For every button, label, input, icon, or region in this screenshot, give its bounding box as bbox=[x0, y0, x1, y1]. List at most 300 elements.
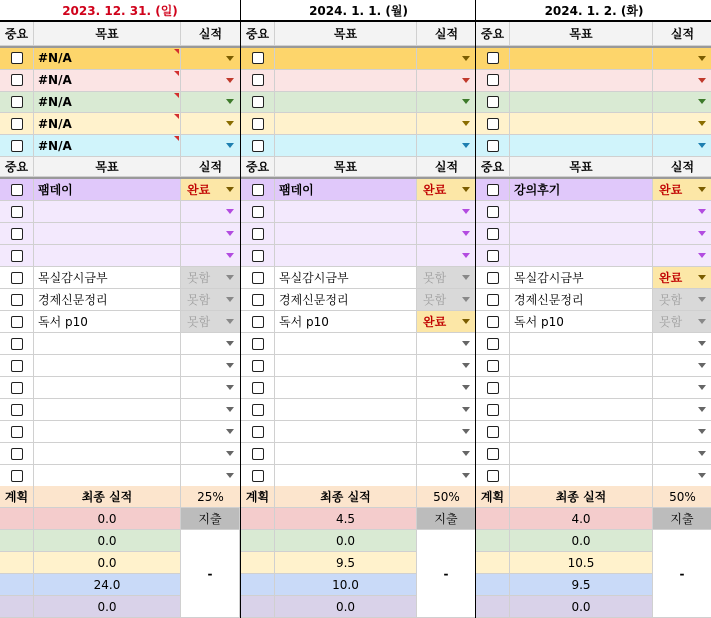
summary-value: 10.5 bbox=[510, 552, 653, 574]
result-dropdown[interactable] bbox=[653, 421, 711, 443]
checkbox[interactable] bbox=[252, 74, 264, 86]
goal-cell[interactable] bbox=[275, 311, 417, 333]
goal-cell[interactable] bbox=[510, 113, 653, 135]
goal-cell[interactable] bbox=[34, 377, 181, 399]
importance-cell bbox=[241, 201, 275, 223]
expense-label: 지출 bbox=[417, 508, 476, 530]
goal-cell[interactable] bbox=[275, 465, 417, 487]
chevron-down-icon bbox=[462, 341, 470, 346]
goal-cell[interactable] bbox=[275, 267, 417, 289]
day-column bbox=[475, 0, 711, 618]
header-result: 실적 bbox=[181, 22, 240, 46]
result-dropdown[interactable] bbox=[417, 179, 476, 201]
result-dropdown[interactable] bbox=[417, 70, 476, 92]
importance-cell bbox=[241, 223, 275, 245]
summary-header-row bbox=[0, 486, 240, 508]
result-dropdown[interactable] bbox=[653, 443, 711, 465]
result-dropdown[interactable] bbox=[653, 223, 711, 245]
chevron-down-icon bbox=[226, 407, 234, 412]
result-dropdown[interactable] bbox=[653, 179, 711, 201]
goal-cell[interactable] bbox=[275, 377, 417, 399]
chevron-down-icon bbox=[226, 385, 234, 390]
header-goal: 목표 bbox=[275, 22, 417, 46]
result-dropdown[interactable] bbox=[653, 113, 711, 135]
priority-row bbox=[476, 92, 711, 114]
result-dropdown[interactable] bbox=[181, 113, 240, 135]
result-text: 못함 bbox=[187, 315, 211, 329]
chevron-down-icon bbox=[226, 451, 234, 456]
goal-cell[interactable] bbox=[34, 267, 181, 289]
result-dropdown[interactable] bbox=[181, 333, 240, 355]
task-row bbox=[0, 443, 240, 465]
chevron-down-icon bbox=[226, 99, 234, 104]
checkbox[interactable] bbox=[487, 426, 499, 438]
checkbox[interactable] bbox=[11, 404, 23, 416]
goal-cell[interactable] bbox=[275, 48, 417, 70]
summary-value-row bbox=[241, 530, 417, 552]
result-dropdown[interactable] bbox=[653, 355, 711, 377]
result-text: 완료 bbox=[659, 183, 683, 197]
result-dropdown[interactable] bbox=[181, 179, 240, 201]
result-dropdown[interactable] bbox=[653, 289, 711, 311]
checkbox[interactable] bbox=[487, 470, 499, 482]
goal-cell[interactable] bbox=[34, 311, 181, 333]
goal-cell[interactable] bbox=[34, 355, 181, 377]
importance-cell bbox=[476, 223, 510, 245]
checkbox[interactable] bbox=[487, 272, 499, 284]
goal-cell[interactable] bbox=[34, 465, 181, 487]
result-dropdown[interactable] bbox=[181, 201, 240, 223]
checkbox[interactable] bbox=[252, 404, 264, 416]
task-row bbox=[476, 311, 711, 333]
task-row bbox=[0, 399, 240, 421]
importance-cell bbox=[0, 289, 34, 311]
goal-text: 독서 p10 bbox=[38, 315, 88, 329]
result-dropdown[interactable] bbox=[417, 289, 476, 311]
goal-cell[interactable] bbox=[510, 399, 653, 421]
goal-cell[interactable] bbox=[510, 92, 653, 114]
goal-text: 목실감시금부 bbox=[514, 271, 584, 285]
header-importance: 중요 bbox=[476, 22, 510, 46]
result-dropdown[interactable] bbox=[417, 333, 476, 355]
goal-cell[interactable] bbox=[510, 421, 653, 443]
goal-cell[interactable] bbox=[275, 333, 417, 355]
result-dropdown[interactable] bbox=[181, 70, 240, 92]
goal-cell[interactable] bbox=[34, 113, 181, 135]
task-row bbox=[476, 399, 711, 421]
chevron-down-icon bbox=[698, 209, 706, 214]
result-text: 못함 bbox=[423, 271, 447, 285]
task-row bbox=[241, 443, 476, 465]
checkbox[interactable] bbox=[252, 316, 264, 328]
task-row bbox=[241, 179, 476, 201]
goal-cell[interactable] bbox=[275, 70, 417, 92]
goal-cell[interactable] bbox=[275, 113, 417, 135]
goal-cell[interactable] bbox=[34, 421, 181, 443]
goal-text: 팸데이 bbox=[38, 183, 73, 197]
goal-cell[interactable] bbox=[275, 201, 417, 223]
result-dropdown[interactable] bbox=[181, 399, 240, 421]
result-dropdown[interactable] bbox=[417, 135, 476, 157]
chevron-down-icon bbox=[462, 99, 470, 104]
checkbox[interactable] bbox=[487, 184, 499, 196]
result-dropdown[interactable] bbox=[181, 465, 240, 487]
checkbox[interactable] bbox=[487, 448, 499, 460]
importance-cell bbox=[476, 201, 510, 223]
summary-value-row bbox=[476, 508, 653, 530]
result-dropdown[interactable] bbox=[181, 48, 240, 70]
result-dropdown[interactable] bbox=[417, 267, 476, 289]
checkbox[interactable] bbox=[487, 338, 499, 350]
importance-cell bbox=[0, 92, 34, 114]
importance-cell bbox=[241, 92, 275, 114]
goal-cell[interactable] bbox=[510, 333, 653, 355]
task-row bbox=[241, 421, 476, 443]
task-row bbox=[0, 465, 240, 487]
checkbox[interactable] bbox=[252, 382, 264, 394]
goal-cell[interactable] bbox=[510, 443, 653, 465]
goal-cell[interactable] bbox=[34, 399, 181, 421]
result-dropdown[interactable] bbox=[181, 443, 240, 465]
day-column bbox=[0, 0, 240, 618]
summary-value: 9.5 bbox=[510, 574, 653, 596]
result-text: 완료 bbox=[423, 315, 447, 329]
goal-cell[interactable] bbox=[510, 245, 653, 267]
result-dropdown[interactable] bbox=[653, 70, 711, 92]
chevron-down-icon bbox=[698, 429, 706, 434]
goal-cell[interactable] bbox=[275, 179, 417, 201]
result-dropdown[interactable] bbox=[417, 245, 476, 267]
result-dropdown[interactable] bbox=[181, 355, 240, 377]
result-dropdown[interactable] bbox=[417, 465, 476, 487]
task-row bbox=[476, 377, 711, 399]
goal-cell[interactable] bbox=[510, 223, 653, 245]
importance-cell bbox=[476, 179, 510, 201]
result-text: 완료 bbox=[423, 183, 447, 197]
importance-cell bbox=[0, 311, 34, 333]
priority-row bbox=[476, 135, 711, 157]
result-dropdown[interactable] bbox=[181, 245, 240, 267]
chevron-down-icon bbox=[462, 231, 470, 236]
goal-cell[interactable] bbox=[510, 311, 653, 333]
result-dropdown[interactable] bbox=[181, 92, 240, 114]
importance-cell bbox=[241, 245, 275, 267]
chevron-down-icon bbox=[226, 231, 234, 236]
result-dropdown[interactable] bbox=[653, 333, 711, 355]
result-dropdown[interactable] bbox=[417, 48, 476, 70]
checkbox[interactable] bbox=[11, 250, 23, 262]
checkbox[interactable] bbox=[487, 360, 499, 372]
result-dropdown[interactable] bbox=[653, 267, 711, 289]
result-dropdown[interactable] bbox=[181, 267, 240, 289]
summary-spacer bbox=[241, 508, 275, 530]
importance-cell bbox=[0, 113, 34, 135]
result-dropdown[interactable] bbox=[417, 113, 476, 135]
summary-value: 4.0 bbox=[510, 508, 653, 530]
checkbox[interactable] bbox=[252, 52, 264, 64]
checkbox[interactable] bbox=[487, 96, 499, 108]
checkbox[interactable] bbox=[11, 426, 23, 438]
checkbox[interactable] bbox=[252, 470, 264, 482]
result-dropdown[interactable] bbox=[181, 135, 240, 157]
result-dropdown[interactable] bbox=[653, 135, 711, 157]
goal-text: 목실감시금부 bbox=[279, 271, 349, 285]
goal-cell[interactable] bbox=[34, 201, 181, 223]
result-dropdown[interactable] bbox=[653, 465, 711, 487]
checkbox[interactable] bbox=[487, 404, 499, 416]
achievement-percent: 25% bbox=[181, 486, 240, 508]
header-goal: 목표 bbox=[510, 22, 653, 46]
goal-cell[interactable] bbox=[510, 70, 653, 92]
goal-cell[interactable] bbox=[34, 443, 181, 465]
goal-cell[interactable] bbox=[510, 201, 653, 223]
result-dropdown[interactable] bbox=[653, 377, 711, 399]
result-dropdown[interactable] bbox=[417, 377, 476, 399]
chevron-down-icon bbox=[698, 341, 706, 346]
importance-cell bbox=[241, 179, 275, 201]
error-marker-icon bbox=[174, 114, 179, 119]
goal-cell[interactable] bbox=[510, 289, 653, 311]
checkbox[interactable] bbox=[11, 294, 23, 306]
goal-cell[interactable] bbox=[34, 333, 181, 355]
checkbox[interactable] bbox=[252, 250, 264, 262]
result-text: 못함 bbox=[187, 293, 211, 307]
priority-row bbox=[476, 70, 711, 92]
chevron-down-icon bbox=[462, 297, 470, 302]
summary-spacer bbox=[241, 530, 275, 552]
goal-cell[interactable] bbox=[275, 421, 417, 443]
task-header-row bbox=[241, 157, 476, 179]
checkbox[interactable] bbox=[11, 206, 23, 218]
goal-cell[interactable] bbox=[275, 399, 417, 421]
header-importance: 중요 bbox=[0, 22, 34, 46]
importance-cell bbox=[0, 333, 34, 355]
goal-cell[interactable] bbox=[510, 135, 653, 157]
goal-cell[interactable] bbox=[275, 223, 417, 245]
task-row bbox=[0, 355, 240, 377]
priority-row bbox=[0, 70, 240, 92]
task-row bbox=[0, 267, 240, 289]
plan-label: 계획 bbox=[476, 486, 510, 508]
summary-spacer bbox=[0, 552, 34, 574]
importance-cell bbox=[476, 267, 510, 289]
summary-value-row bbox=[241, 508, 417, 530]
checkbox[interactable] bbox=[487, 228, 499, 240]
result-dropdown[interactable] bbox=[653, 201, 711, 223]
goal-cell[interactable] bbox=[510, 377, 653, 399]
task-row bbox=[241, 333, 476, 355]
checkbox[interactable] bbox=[11, 140, 23, 152]
checkbox[interactable] bbox=[487, 316, 499, 328]
checkbox[interactable] bbox=[252, 228, 264, 240]
importance-cell bbox=[476, 333, 510, 355]
task-row bbox=[0, 223, 240, 245]
chevron-down-icon bbox=[462, 209, 470, 214]
goal-cell[interactable] bbox=[510, 355, 653, 377]
checkbox[interactable] bbox=[252, 96, 264, 108]
importance-cell bbox=[476, 48, 510, 70]
goal-text: #N/A bbox=[38, 73, 72, 88]
importance-cell bbox=[241, 113, 275, 135]
expense-value: - bbox=[417, 530, 476, 618]
summary-spacer bbox=[241, 596, 275, 618]
summary-value-row bbox=[0, 574, 181, 596]
task-row bbox=[476, 267, 711, 289]
chevron-down-icon bbox=[462, 187, 470, 192]
checkbox[interactable] bbox=[487, 294, 499, 306]
importance-cell bbox=[241, 135, 275, 157]
importance-cell bbox=[0, 377, 34, 399]
checkbox[interactable] bbox=[252, 140, 264, 152]
goal-cell[interactable] bbox=[510, 465, 653, 487]
goal-cell[interactable] bbox=[34, 70, 181, 92]
result-dropdown[interactable] bbox=[417, 223, 476, 245]
goal-cell[interactable] bbox=[510, 179, 653, 201]
goal-cell[interactable] bbox=[275, 289, 417, 311]
task-row bbox=[241, 289, 476, 311]
goal-cell[interactable] bbox=[34, 289, 181, 311]
checkbox[interactable] bbox=[487, 206, 499, 218]
importance-cell bbox=[0, 179, 34, 201]
importance-cell bbox=[0, 465, 34, 487]
goal-cell[interactable] bbox=[510, 48, 653, 70]
goal-cell[interactable] bbox=[34, 92, 181, 114]
task-row bbox=[0, 179, 240, 201]
result-dropdown[interactable] bbox=[181, 421, 240, 443]
result-dropdown[interactable] bbox=[181, 377, 240, 399]
chevron-down-icon bbox=[462, 56, 470, 61]
chevron-down-icon bbox=[698, 407, 706, 412]
header-goal: 목표 bbox=[34, 157, 181, 177]
checkbox[interactable] bbox=[252, 448, 264, 460]
final-result-label: 최종 실적 bbox=[275, 486, 417, 508]
chevron-down-icon bbox=[698, 275, 706, 280]
priority-row bbox=[241, 70, 476, 92]
goal-cell[interactable] bbox=[34, 179, 181, 201]
checkbox[interactable] bbox=[252, 184, 264, 196]
goal-cell[interactable] bbox=[275, 92, 417, 114]
goal-cell[interactable] bbox=[275, 135, 417, 157]
task-row bbox=[476, 245, 711, 267]
result-dropdown[interactable] bbox=[417, 92, 476, 114]
result-dropdown[interactable] bbox=[181, 223, 240, 245]
checkbox[interactable] bbox=[11, 118, 23, 130]
task-row bbox=[0, 201, 240, 223]
checkbox[interactable] bbox=[487, 118, 499, 130]
checkbox[interactable] bbox=[252, 360, 264, 372]
result-dropdown[interactable] bbox=[653, 92, 711, 114]
task-row bbox=[476, 465, 711, 487]
checkbox[interactable] bbox=[252, 118, 264, 130]
checkbox[interactable] bbox=[11, 382, 23, 394]
summary-value-row bbox=[476, 574, 653, 596]
checkbox[interactable] bbox=[11, 74, 23, 86]
importance-cell bbox=[241, 311, 275, 333]
header-importance: 중요 bbox=[0, 157, 34, 177]
goal-cell[interactable] bbox=[510, 267, 653, 289]
checkbox[interactable] bbox=[487, 140, 499, 152]
plan-label: 계획 bbox=[0, 486, 34, 508]
goal-text: 강의후기 bbox=[514, 183, 561, 197]
summary-header-row bbox=[241, 486, 476, 508]
result-dropdown[interactable] bbox=[417, 399, 476, 421]
result-dropdown[interactable] bbox=[181, 289, 240, 311]
summary-value: 0.0 bbox=[275, 596, 417, 618]
result-dropdown[interactable] bbox=[653, 48, 711, 70]
checkbox[interactable] bbox=[487, 250, 499, 262]
checkbox[interactable] bbox=[487, 74, 499, 86]
summary-value: 0.0 bbox=[34, 596, 181, 618]
result-dropdown[interactable] bbox=[417, 355, 476, 377]
checkbox[interactable] bbox=[11, 52, 23, 64]
result-dropdown[interactable] bbox=[653, 399, 711, 421]
importance-cell bbox=[241, 399, 275, 421]
importance-cell bbox=[476, 289, 510, 311]
checkbox[interactable] bbox=[11, 272, 23, 284]
checkbox[interactable] bbox=[11, 184, 23, 196]
result-dropdown[interactable] bbox=[181, 311, 240, 333]
result-text: 못함 bbox=[659, 293, 683, 307]
goal-cell[interactable] bbox=[34, 223, 181, 245]
chevron-down-icon bbox=[698, 231, 706, 236]
result-dropdown[interactable] bbox=[653, 311, 711, 333]
importance-cell bbox=[241, 465, 275, 487]
checkbox[interactable] bbox=[11, 360, 23, 372]
checkbox[interactable] bbox=[252, 338, 264, 350]
goal-cell[interactable] bbox=[34, 48, 181, 70]
chevron-down-icon bbox=[462, 385, 470, 390]
goal-cell[interactable] bbox=[275, 443, 417, 465]
checkbox[interactable] bbox=[487, 52, 499, 64]
importance-cell bbox=[241, 48, 275, 70]
checkbox[interactable] bbox=[252, 294, 264, 306]
checkbox[interactable] bbox=[11, 228, 23, 240]
goal-cell[interactable] bbox=[275, 355, 417, 377]
goal-cell[interactable] bbox=[275, 245, 417, 267]
summary-spacer bbox=[0, 508, 34, 530]
result-dropdown[interactable] bbox=[417, 311, 476, 333]
error-marker-icon bbox=[174, 93, 179, 98]
error-marker-icon bbox=[174, 71, 179, 76]
importance-cell bbox=[241, 443, 275, 465]
goal-text: #N/A bbox=[38, 51, 72, 66]
result-dropdown[interactable] bbox=[417, 421, 476, 443]
result-dropdown[interactable] bbox=[653, 245, 711, 267]
checkbox[interactable] bbox=[11, 448, 23, 460]
chevron-down-icon bbox=[226, 473, 234, 478]
checkbox[interactable] bbox=[252, 206, 264, 218]
checkbox[interactable] bbox=[252, 272, 264, 284]
goal-cell[interactable] bbox=[34, 245, 181, 267]
goal-cell[interactable] bbox=[34, 135, 181, 157]
checkbox[interactable] bbox=[11, 338, 23, 350]
result-dropdown[interactable] bbox=[417, 201, 476, 223]
checkbox[interactable] bbox=[252, 426, 264, 438]
checkbox[interactable] bbox=[11, 470, 23, 482]
task-row bbox=[241, 465, 476, 487]
checkbox[interactable] bbox=[11, 96, 23, 108]
importance-cell bbox=[241, 355, 275, 377]
chevron-down-icon bbox=[226, 319, 234, 324]
checkbox[interactable] bbox=[487, 382, 499, 394]
result-dropdown[interactable] bbox=[417, 443, 476, 465]
chevron-down-icon bbox=[698, 451, 706, 456]
task-row bbox=[0, 245, 240, 267]
task-row bbox=[476, 223, 711, 245]
chevron-down-icon bbox=[226, 429, 234, 434]
importance-cell bbox=[476, 465, 510, 487]
checkbox[interactable] bbox=[11, 316, 23, 328]
